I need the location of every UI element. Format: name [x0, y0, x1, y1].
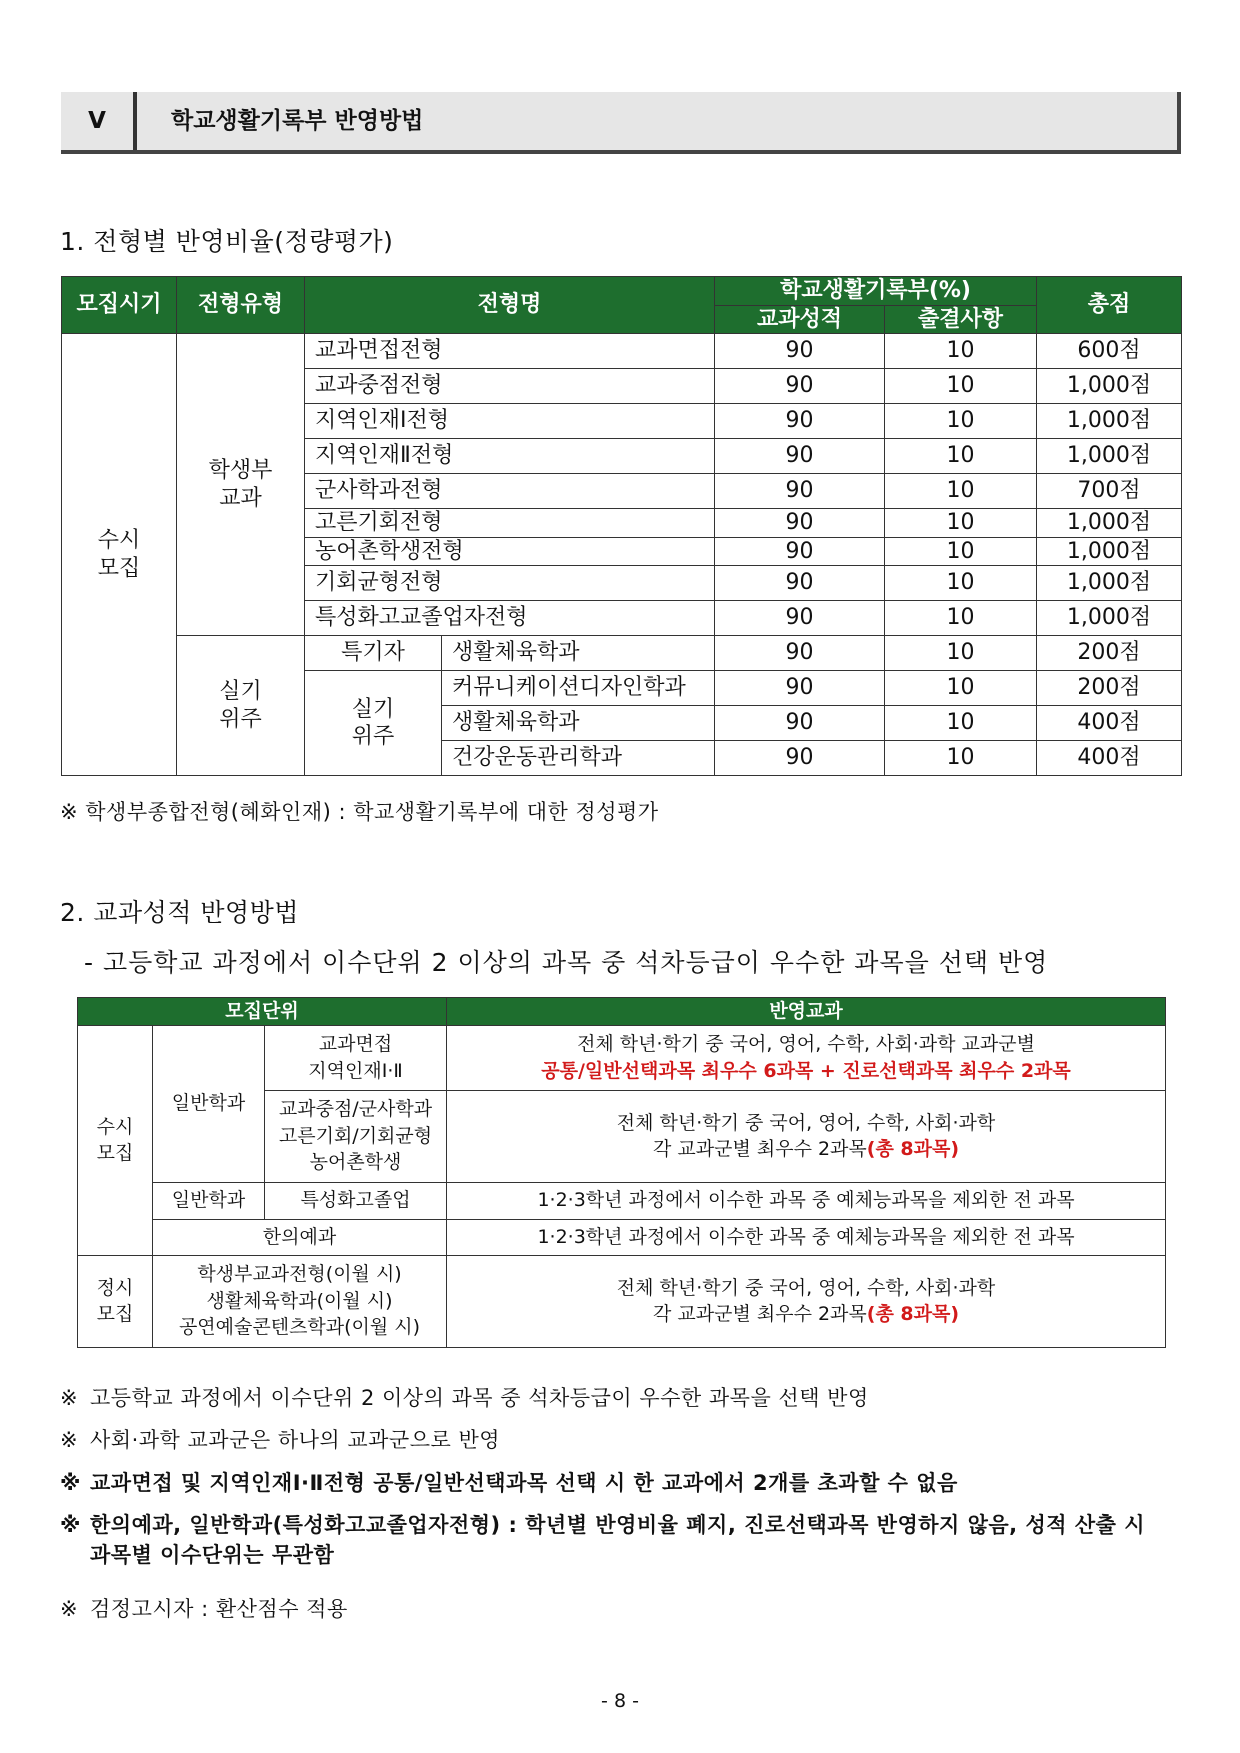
- header-screening-name: 전형명: [305, 277, 715, 334]
- attendance-value: 10: [885, 439, 1037, 474]
- attendance-value: 10: [885, 671, 1037, 706]
- grades-value: 90: [715, 334, 885, 369]
- subject-table: [77, 997, 1166, 1348]
- grades-value: 90: [715, 566, 885, 601]
- type-gyogwa: 학생부 교과: [177, 334, 305, 636]
- grades-value: 90: [715, 509, 885, 538]
- attendance-value: 10: [885, 741, 1037, 776]
- attendance-value: 10: [885, 636, 1037, 671]
- attendance-value: 10: [885, 474, 1037, 509]
- screening-name: 교과면접전형: [305, 334, 715, 369]
- attendance-value: 10: [885, 369, 1037, 404]
- susi-label: 수시 모집: [78, 1025, 153, 1255]
- type-silgi: 실기 위주: [177, 636, 305, 776]
- subjects-line: 전체 학년·학기 중 국어, 영어, 수학, 사회·과학: [616, 1111, 996, 1134]
- subjects-line: 전체 학년·학기 중 국어, 영어, 수학, 사회·과학: [616, 1276, 996, 1299]
- attendance-value: 10: [885, 404, 1037, 439]
- part2-heading: 2. 교과성적 반영방법: [60, 898, 299, 927]
- subjects-cell: [447, 1025, 1166, 1090]
- header-recruit-period: 모집시기: [62, 277, 177, 334]
- note-mark: ※: [60, 1513, 81, 1537]
- total-value: 1,000점: [1037, 601, 1182, 636]
- section-divider: [133, 92, 137, 150]
- grades-value: 90: [715, 474, 885, 509]
- total-value: 400점: [1037, 741, 1182, 776]
- screening-cell: 교과면접 지역인재Ⅰ·Ⅱ: [265, 1025, 447, 1090]
- header-subjects: 반영교과: [447, 998, 1166, 1026]
- note-text: 검정고시자 : 환산점수 적용: [90, 1597, 348, 1621]
- screening-name: 농어촌학생전형: [305, 537, 715, 566]
- subjects-text: 각 교과군별 최우수 2과목: [653, 1303, 867, 1326]
- note-mark: ※: [60, 1597, 79, 1621]
- note-item: [60, 1509, 1185, 1569]
- grades-value: 90: [715, 439, 885, 474]
- attendance-value: 10: [885, 334, 1037, 369]
- grades-value: 90: [715, 741, 885, 776]
- section-title: 학교생활기록부 반영방법: [171, 108, 424, 134]
- note-text: 한의예과, 일반학과(특성화고교졸업자전형) : 학년별 반영비율 폐지, 진로선택과목 반영하지 않음, 성적 산출 시: [90, 1513, 1146, 1537]
- attendance-value: 10: [885, 601, 1037, 636]
- note-mark: ※: [60, 1471, 81, 1495]
- total-value: 1,000점: [1037, 369, 1182, 404]
- header-unit: 모집단위: [78, 998, 447, 1026]
- note-text: 사회·과학 교과군은 하나의 교과군으로 반영: [90, 1428, 501, 1452]
- screening-name: 특성화고교졸업자전형: [305, 601, 715, 636]
- screening-name: 군사학과전형: [305, 474, 715, 509]
- part1-note: ※ 학생부종합전형(혜화인재) : 학교생활기록부에 대한 정성평가: [60, 800, 659, 824]
- general-dept-label: 일반학과: [153, 1182, 265, 1219]
- subjects-text: 각 교과군별 최우수 2과목: [653, 1138, 867, 1161]
- header-record-group: 학교생활기록부(%): [715, 277, 1037, 306]
- header-total: 총점: [1037, 277, 1182, 334]
- screening-name: 지역인재Ⅰ전형: [305, 404, 715, 439]
- attendance-value: 10: [885, 509, 1037, 538]
- subjects-line: [447, 1301, 1165, 1328]
- screening-cell: 한의예과: [153, 1219, 447, 1255]
- note-text: 교과면접 및 지역인재Ⅰ·Ⅱ전형 공통/일반선택과목 선택 시 한 교과에서 2개를 초과할 수 없음: [90, 1471, 958, 1495]
- grades-value: 90: [715, 671, 885, 706]
- department-name: 건강운동관리학과: [442, 741, 715, 776]
- general-dept-label: 일반학과: [153, 1025, 265, 1182]
- department-name: 생활체육학과: [442, 706, 715, 741]
- header-screening-type: 전형유형: [177, 277, 305, 334]
- section-number: V: [88, 108, 106, 134]
- total-value: 200점: [1037, 636, 1182, 671]
- subjects-highlight: (총 8과목): [866, 1303, 960, 1326]
- total-value: 600점: [1037, 334, 1182, 369]
- screening-name: 고른기회전형: [305, 509, 715, 538]
- header-attendance: 출결사항: [885, 305, 1037, 334]
- grades-value: 90: [715, 404, 885, 439]
- ratio-table: [61, 276, 1182, 776]
- total-value: 1,000점: [1037, 439, 1182, 474]
- note-mark: ※: [60, 1428, 79, 1452]
- period-susi: 수시 모집: [62, 334, 177, 776]
- subjects-cell: [447, 1090, 1166, 1182]
- total-value: 1,000점: [1037, 509, 1182, 538]
- attendance-value: 10: [885, 537, 1037, 566]
- screening-name: 지역인재Ⅱ전형: [305, 439, 715, 474]
- subjects-line: [447, 1136, 1165, 1163]
- note-text-continued: 과목별 이수단위는 무관함: [90, 1543, 335, 1567]
- screening-cell: 교과중점/군사학과 고른기회/기회균형 농어촌학생: [265, 1090, 447, 1182]
- attendance-value: 10: [885, 566, 1037, 601]
- sub-type-silgi: 실기 위주: [305, 671, 442, 776]
- screening-cell: 학생부교과전형(이월 시) 생활체육학과(이월 시) 공연예술콘텐츠학과(이월 시): [153, 1255, 447, 1347]
- part1-heading: 1. 전형별 반영비율(정량평가): [60, 227, 394, 256]
- note-text: 고등학교 과정에서 이수단위 2 이상의 과목 중 석차등급이 우수한 과목을 선택 반영: [90, 1386, 869, 1410]
- subjects-highlight: 공통/일반선택과목 최우수 6과목 + 진로선택과목 최우수 2과목: [541, 1059, 1071, 1082]
- note-item: [60, 1382, 869, 1412]
- subjects-cell: 1·2·3학년 과정에서 이수한 과목 중 예체능과목을 제외한 전 과목: [447, 1219, 1166, 1255]
- sub-type-specialist: 특기자: [305, 636, 442, 671]
- subjects-line: 전체 학년·학기 중 국어, 영어, 수학, 사회·과학 교과군별: [577, 1033, 1035, 1055]
- attendance-value: 10: [885, 706, 1037, 741]
- note-mark: ※: [60, 1386, 79, 1410]
- screening-name: 기회균형전형: [305, 566, 715, 601]
- subjects-cell: [447, 1255, 1166, 1347]
- department-name: 커뮤니케이션디자인학과: [442, 671, 715, 706]
- department-name: 생활체육학과: [442, 636, 715, 671]
- part2-subline: - 고등학교 과정에서 이수단위 2 이상의 과목 중 석차등급이 우수한 과목을 선택 반영: [84, 948, 1049, 977]
- jeongsi-label: 정시 모집: [78, 1255, 153, 1347]
- screening-name: 교과중점전형: [305, 369, 715, 404]
- subjects-cell: 1·2·3학년 과정에서 이수한 과목 중 예체능과목을 제외한 전 과목: [447, 1182, 1166, 1219]
- grades-value: 90: [715, 636, 885, 671]
- note-item: [60, 1593, 348, 1623]
- total-value: 700점: [1037, 474, 1182, 509]
- grades-value: 90: [715, 537, 885, 566]
- total-value: 1,000점: [1037, 537, 1182, 566]
- page-number: - 8 -: [601, 1690, 639, 1712]
- total-value: 200점: [1037, 671, 1182, 706]
- total-value: 1,000점: [1037, 566, 1182, 601]
- header-grades: 교과성적: [715, 305, 885, 334]
- note-item: [60, 1467, 958, 1497]
- grades-value: 90: [715, 706, 885, 741]
- grades-value: 90: [715, 601, 885, 636]
- subjects-highlight: (총 8과목): [866, 1138, 960, 1161]
- total-value: 400점: [1037, 706, 1182, 741]
- total-value: 1,000점: [1037, 404, 1182, 439]
- grades-value: 90: [715, 369, 885, 404]
- note-item: [60, 1424, 500, 1454]
- section-header: [61, 92, 1181, 154]
- screening-cell: 특성화고졸업: [265, 1182, 447, 1219]
